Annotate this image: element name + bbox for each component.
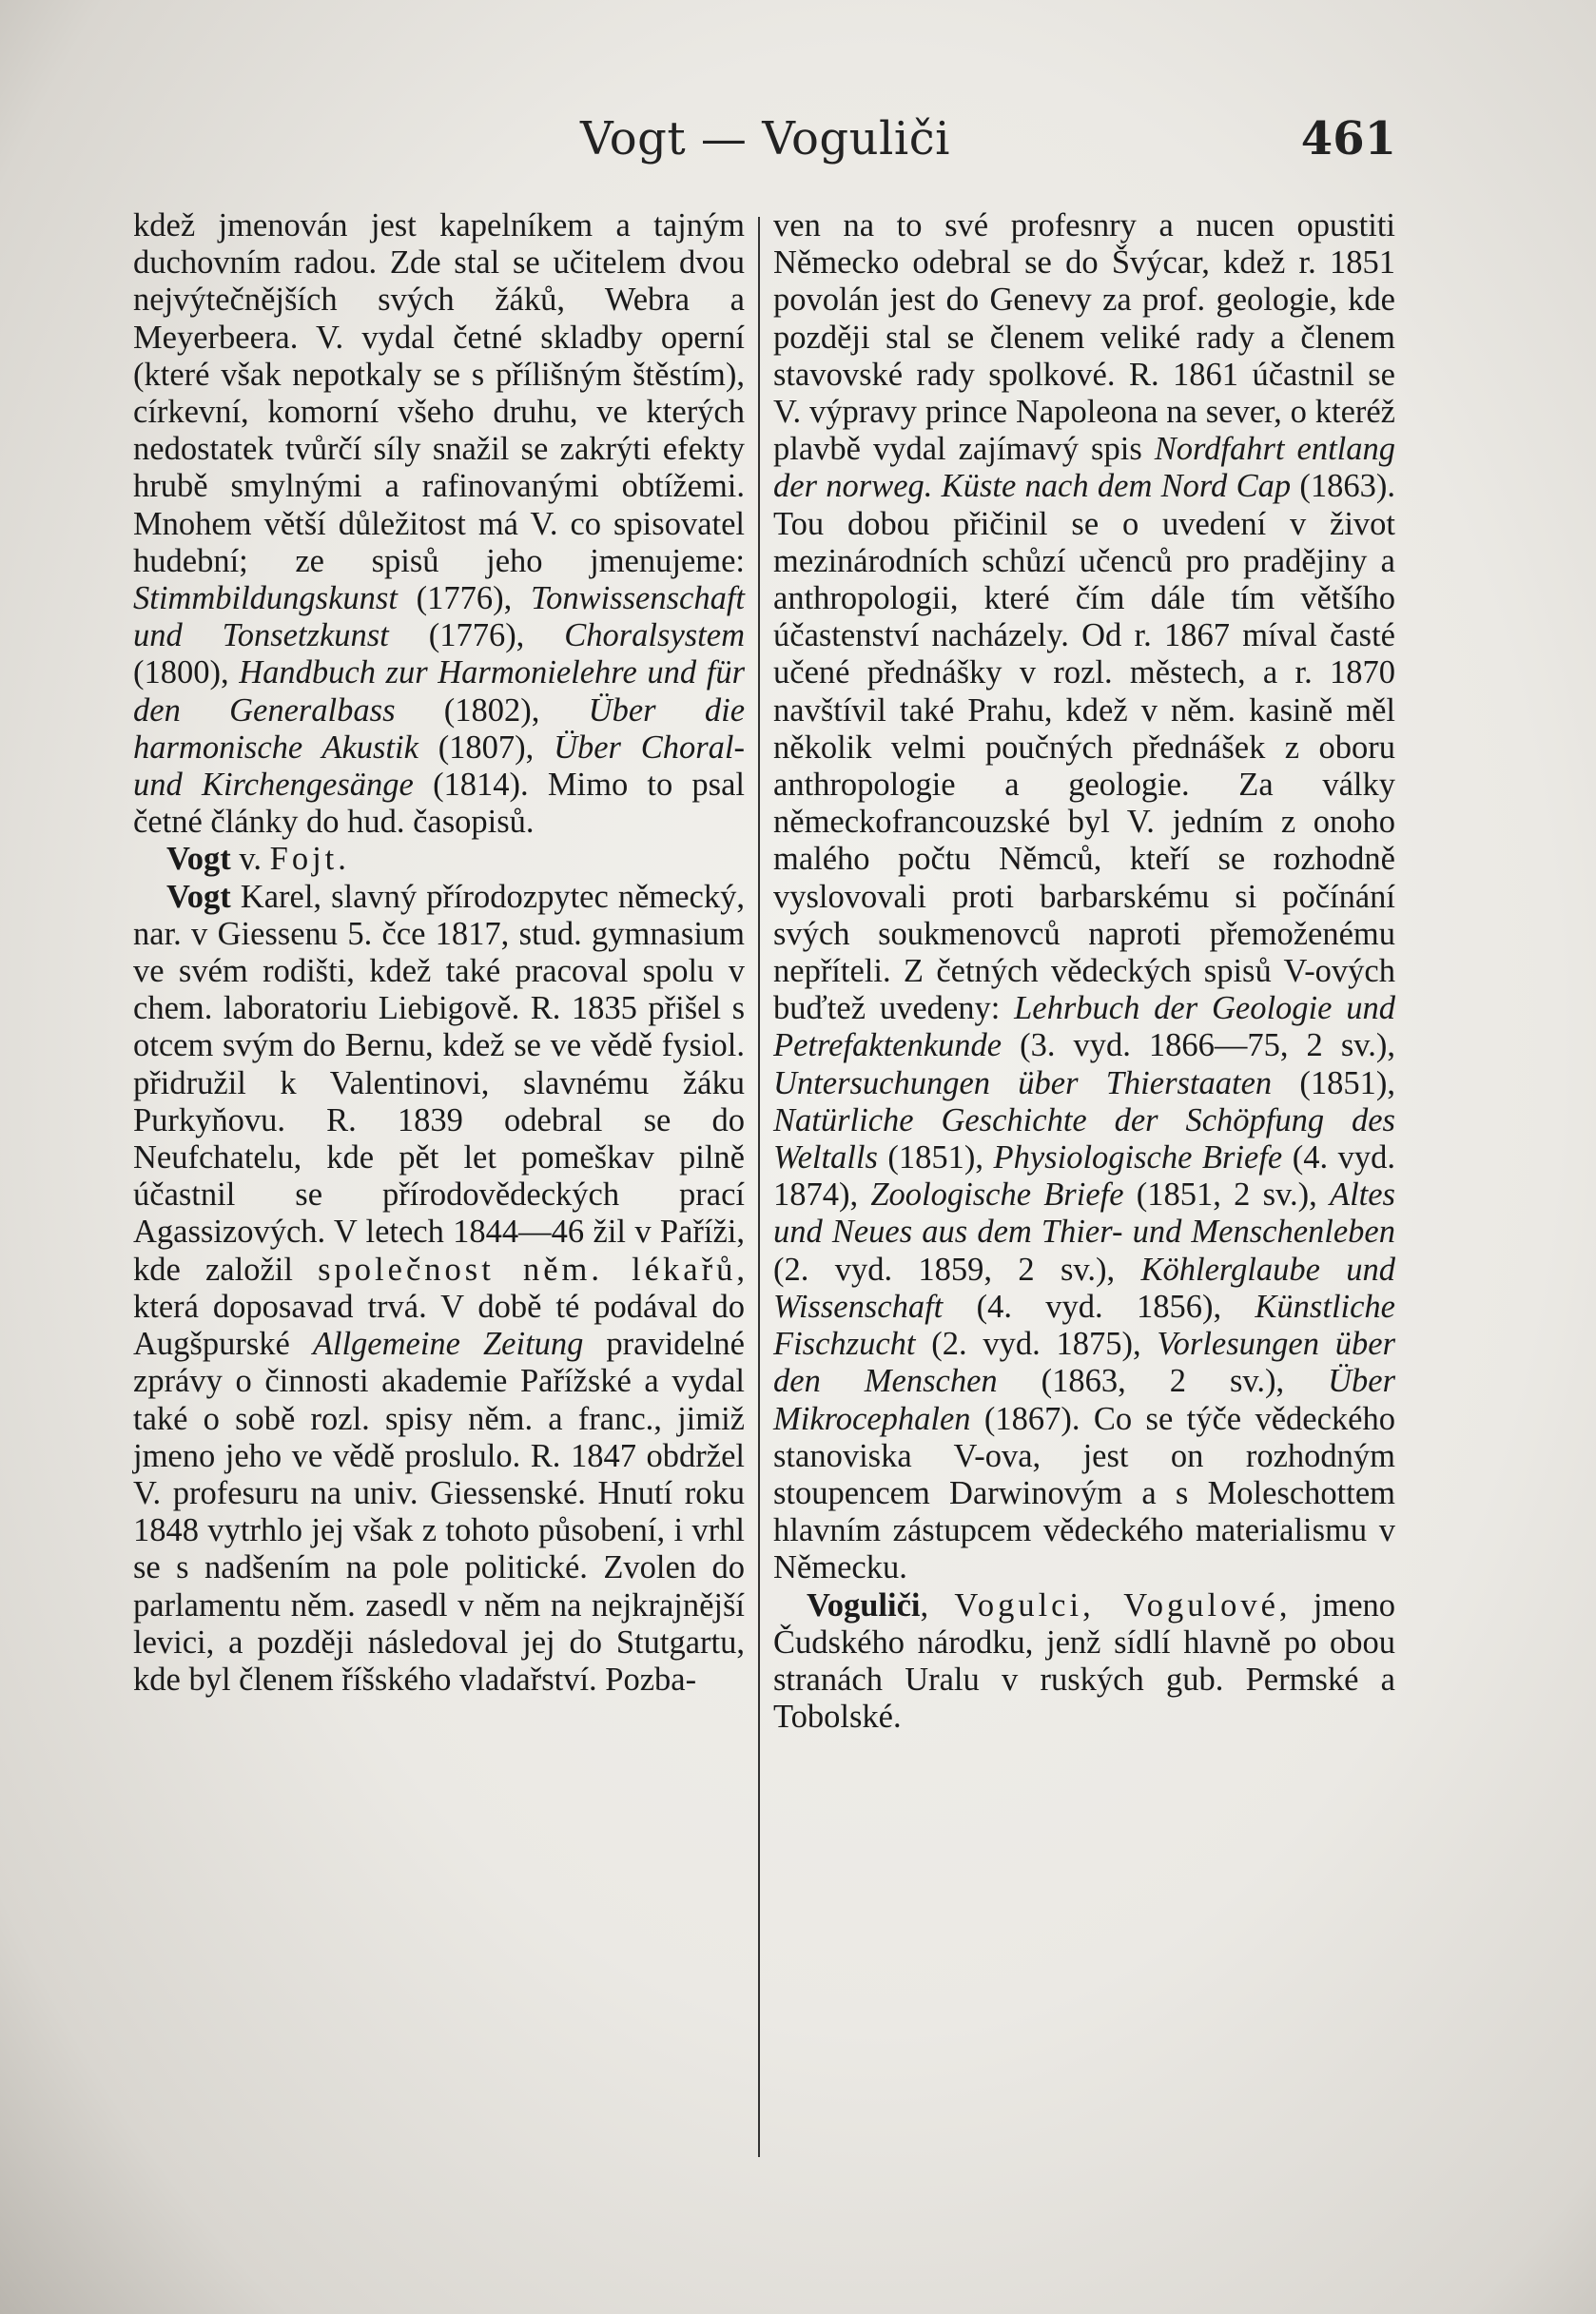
entry-vogt-abbe-continuation: kdež jmenován jest kapelníkem a tajným duchovním radou. Zde stal se učitelem dvou nejvýtečnějších svých žáků, Webra a Meyerbeera. V. vydal četné skladby operní (které však nepotkaly se s přílišným štěstím), církevní, komorní všeho druhu, ve kterých nedostatek tvůrčí síly snažil se zakrýti efekty hrubě smylnými a rafinovanými obtížemi. Mnohem větší důležitost má V. co spisovatel hudební; ze spisů jeho jmenujeme: Stimmbildungskunst (1776), Tonwissenschaft und Tonsetzkunst (1776), Choralsystem (1800), Handbuch zur Harmonielehre und für den Generalbass (1802), Über die harmonische Akustik (1807), Über Choral- und Kirchengesänge (1814). Mimo to psal četné články do hud. časopisů. [133,207,746,841]
right-column [773,207,1395,1736]
page-number: 461 [1300,112,1396,165]
entry-headword: Vogt [166,878,231,915]
entry-headword: Voguliči [807,1586,921,1624]
running-head [143,112,1396,179]
entry-vogt-karel-continuation: ven na to své profesnry a nucen opustiti Německo odebral se do Švýcar, kdež r. 1851 povolán jest do Genevy za prof. geologie, kde později stal se členem veliké rady a členem stavovské rady spolkové. R. 1861 účastnil se V. výpravy prince Napoleona na sever, o kteréž plavbě vydal zajímavý spis Nordfahrt entlang der norweg. Küste nach dem Nord Cap (1863). Tou dobou přičinil se o uvedení v život mezinárodních schůzí učenců pro pradějiny a anthropologii, které čím dále tím většího účastenství nacházely. Od r. 1867 míval časté učené přednášky v rozl. městech, a r. 1870 navštívil také Prahu, kdež v něm. kasině měl několik velmi poučných přednášek z oboru anthropologie a geologie. Za války německofrancouzské byl V. jedním z onoho malého počtu Němců, kteří se rozhodně vyslovovali proti barbarskému si počínání svých soukmenovců naproti přemoženému nepříteli. Z četných vědeckých spisů V-ových buďtež uvedeny: Lehrbuch der Geologie und Petrefaktenkunde (3. vyd. 1866—75, 2 sv.), Untersuchungen über Thierstaaten (1851), Natürliche Geschichte der Schöpfung des Weltalls (1851), Physiologische Briefe (4. vyd. 1874), Zoologische Briefe (1851, 2 sv.), Altes und Neues aus dem Thier- und Menschenleben (2. vyd. 1859, 2 sv.), Köhlerglaube und Wissenschaft (4. vyd. 1856), Künstliche Fischzucht (2. vyd. 1875), Vorlesungen über den Menschen (1863, 2 sv.), Über Mikrocephalen (1867). Co se týče vědeckého stanoviska V-ova, jest on rozhodným stoupencem Darwinovým a s Moleschottem hlavním zástupcem vědeckého materialismu v Německu. [773,207,1396,1586]
left-column [133,207,745,1699]
running-title: Vogt — Voguliči [580,112,950,165]
entry-vogt-karel: Vogt Karel, slavný přírodozpytec německý, nar. v Giessenu 5. čce 1817, stud. gymnasium ve svém rodišti, kdež také pracoval spolu v chem. laboratoriu Liebigově. R. 1835 přišel s otcem svým do Bernu, kdež se ve vědě fysiol. přidružil k Valentinovi, slavnému žáku Purkyňovu. R. 1839 odebral se do Neufchatelu, kde pět let pomeškav pilně účastnil se přírodovědeckých prací Agassizových. V letech 1844—46 žil v Paříži, kde založil společnost něm. lékařů, která doposavad trvá. V době té podával do Augšpurské Allgemeine Zeitung pravidelné zprávy o činnosti akademie Pařížské a vydal také o sobě rozl. spisy něm. a franc., jimiž jmeno jeho ve vědě proslulo. R. 1847 obdržel V. profesuru na univ. Giessenské. Hnutí roku 1848 vytrhlo jej však z tohoto působení, i vrhl se s nadšením na pole politické. Zvolen do parlamentu něm. zasedl v něm na nejkrajnější levici, a později následoval jej do Stutgartu, kde byl členem říšského vladařství. Pozba- [133,878,745,1698]
entry-headword: Vogt [166,841,231,878]
entry-voguli: Voguliči, Vogulci, Vogulové, jmeno Čudského národku, jenž sídlí hlavně po obou stranách Uralu v ruských gub. Permské a Tobolské. [773,1586,1396,1736]
column-divider [758,217,760,2157]
entry-vogt-reference: Vogt v. Fojt. [166,841,350,878]
